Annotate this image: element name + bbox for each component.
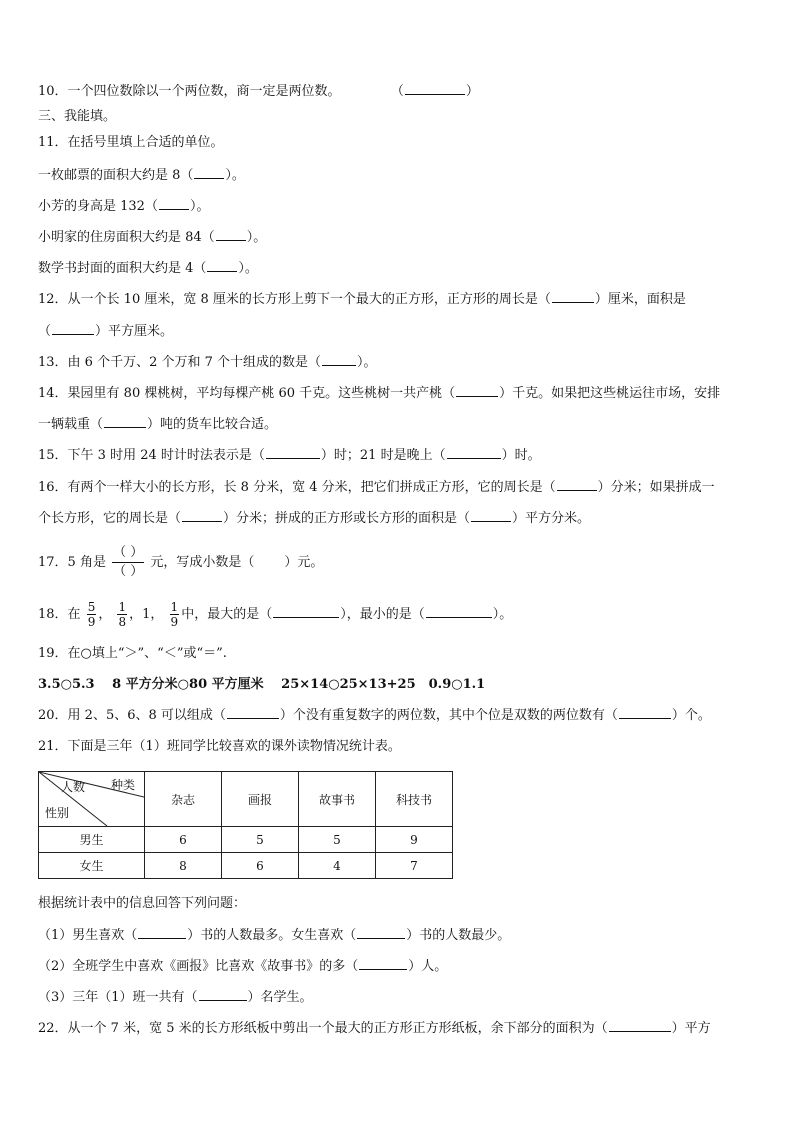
question-16-cont: 个长方形，它的周长是（ ）分米；拼成的正方形或长方形的面积是（ ）平方分米。 (38, 511, 591, 526)
answer-blank[interactable] (359, 957, 407, 970)
fraction: $\frac{1}{9}$ (170, 600, 179, 629)
question-17: 17．5 角是 $\frac{( )}{( )}$ 元，写成小数是（ ）元。 (38, 545, 324, 579)
table-column-header: 科技书 (376, 772, 453, 827)
answer-blank[interactable] (619, 706, 671, 719)
reading-stats-table (38, 771, 453, 879)
fraction: $\frac{1}{8}$ (118, 600, 127, 629)
question-11-item: 数学书封面的面积大约是 4（ ）。 (38, 261, 258, 276)
question-13: 13．由 6 个千万、2 个万和 7 个十组成的数是（ ）。 (38, 355, 377, 370)
question-19-items: 3.5○5.3 8 平方分米○80 平方厘米 25×14○25×13+25 0.9○1.1 (38, 677, 486, 692)
header-count: 人数 (61, 780, 86, 794)
section-heading: 三、我能填。 (38, 109, 117, 124)
answer-blank[interactable] (471, 509, 511, 522)
row-label: 女生 (39, 853, 145, 879)
table-column-header: 杂志 (145, 772, 222, 827)
table-header-diagonal (39, 772, 145, 827)
question-19: 19．在○填上“＞”、“＜”或“＝”. (38, 646, 227, 661)
question-21: 21．下面是三年（1）班同学比较喜欢的课外读物情况统计表。 (38, 739, 401, 754)
table-row (39, 827, 453, 853)
table-cell: 8 (145, 853, 222, 879)
header-gender: 性别 (45, 806, 70, 820)
answer-blank[interactable] (227, 706, 279, 719)
fraction: $\frac{( )}{( )}$ (113, 545, 144, 579)
question-11-item: 一枚邮票的面积大约是 8（ ）。 (38, 168, 245, 183)
question-11-item: 小明家的住房面积大约是 84（ ）。 (38, 230, 267, 245)
row-label: 男生 (39, 827, 145, 853)
answer-blank[interactable] (266, 446, 320, 459)
table-column-header: 画报 (222, 772, 299, 827)
answer-blank[interactable] (273, 605, 339, 618)
answer-blank[interactable] (159, 197, 189, 210)
question-21-sub2: （2）全班学生中喜欢《画报》比喜欢《故事书》的多（ ）人。 (38, 959, 448, 974)
question-21-sub3: （3）三年（1）班一共有（ ）名学生。 (38, 990, 313, 1005)
question-21-intro: 根据统计表中的信息回答下列问题： (38, 896, 247, 911)
question-11-item: 小芳的身高是 132（ ）。 (38, 199, 210, 214)
answer-blank[interactable] (199, 988, 247, 1001)
question-12: 12．从一个长 10 厘米，宽 8 厘米的长方形上剪下一个最大的正方形，正方形的周长是（ ）厘米，面积是 (38, 292, 686, 307)
question-14: 14．果园里有 80 棵桃树，平均每棵产桃 60 千克。这些桃树一共产桃（ ）千克。如果把这些桃运往市场，安排 (38, 386, 721, 401)
question-14-cont: 一辆载重（ ）吨的货车比较合适。 (38, 417, 278, 432)
question-18: 18．在 $\frac{5}{9}$ ， $\frac{1}{8}$ ，1， $\frac{1}{9}$ 中，最大的是（ ），最小的是（ ）。 (38, 600, 513, 629)
table-column-header: 故事书 (299, 772, 376, 827)
answer-blank[interactable] (456, 384, 498, 397)
table-cell: 5 (299, 827, 376, 853)
answer-blank[interactable] (322, 353, 356, 366)
question-10-text: 10．一个四位数除以一个两位数，商一定是两位数。 (38, 84, 341, 99)
table-cell: 7 (376, 853, 453, 879)
table-cell: 5 (222, 827, 299, 853)
question-15: 15．下午 3 时用 24 时计时法表示是（ ）时；21 时是晚上（ ）时。 (38, 448, 541, 463)
header-category: 种类 (111, 778, 136, 792)
question-11: 11．在括号里填上合适的单位。 (38, 135, 224, 150)
answer-blank[interactable] (104, 415, 146, 428)
table-cell: 9 (376, 827, 453, 853)
answer-blank[interactable] (216, 228, 246, 241)
table-cell: 4 (299, 853, 376, 879)
answer-blank[interactable] (405, 82, 465, 95)
table-row (39, 853, 453, 879)
question-16: 16．有两个一样大小的长方形，长 8 分米，宽 4 分米，把它们拼成正方形，它的周长是（ ）分米；如果拼成一 (38, 480, 715, 495)
question-22: 22．从一个 7 米，宽 5 米的长方形纸板中剪出一个最大的正方形正方形纸板，余下部分的面积为（ ）平方 (38, 1021, 711, 1036)
question-10: 10．一个四位数除以一个两位数，商一定是两位数。 （ ） (38, 84, 479, 99)
table-cell: 6 (145, 827, 222, 853)
answer-blank[interactable] (357, 926, 405, 939)
answer-blank[interactable] (447, 446, 501, 459)
answer-blank[interactable] (552, 290, 594, 303)
fraction: $\frac{5}{9}$ (87, 600, 96, 629)
answer-blank[interactable] (609, 1019, 671, 1032)
answer-blank[interactable] (426, 605, 492, 618)
answer-blank[interactable] (182, 509, 222, 522)
question-21-sub1: （1）男生喜欢（ ）书的人数最多。女生喜欢（ ）书的人数最少。 (38, 928, 511, 943)
answer-blank[interactable] (138, 926, 186, 939)
question-12-cont: （ ）平方厘米。 (38, 324, 174, 339)
answer-blank[interactable] (194, 166, 224, 179)
table-cell: 6 (222, 853, 299, 879)
answer-blank[interactable] (207, 259, 237, 272)
answer-blank[interactable] (557, 478, 597, 491)
question-20: 20．用 2、5、6、8 可以组成（ ）个没有重复数字的两位数，其中个位是双数的两位数有（ ）个。 (38, 708, 711, 723)
answer-blank[interactable] (52, 322, 94, 335)
